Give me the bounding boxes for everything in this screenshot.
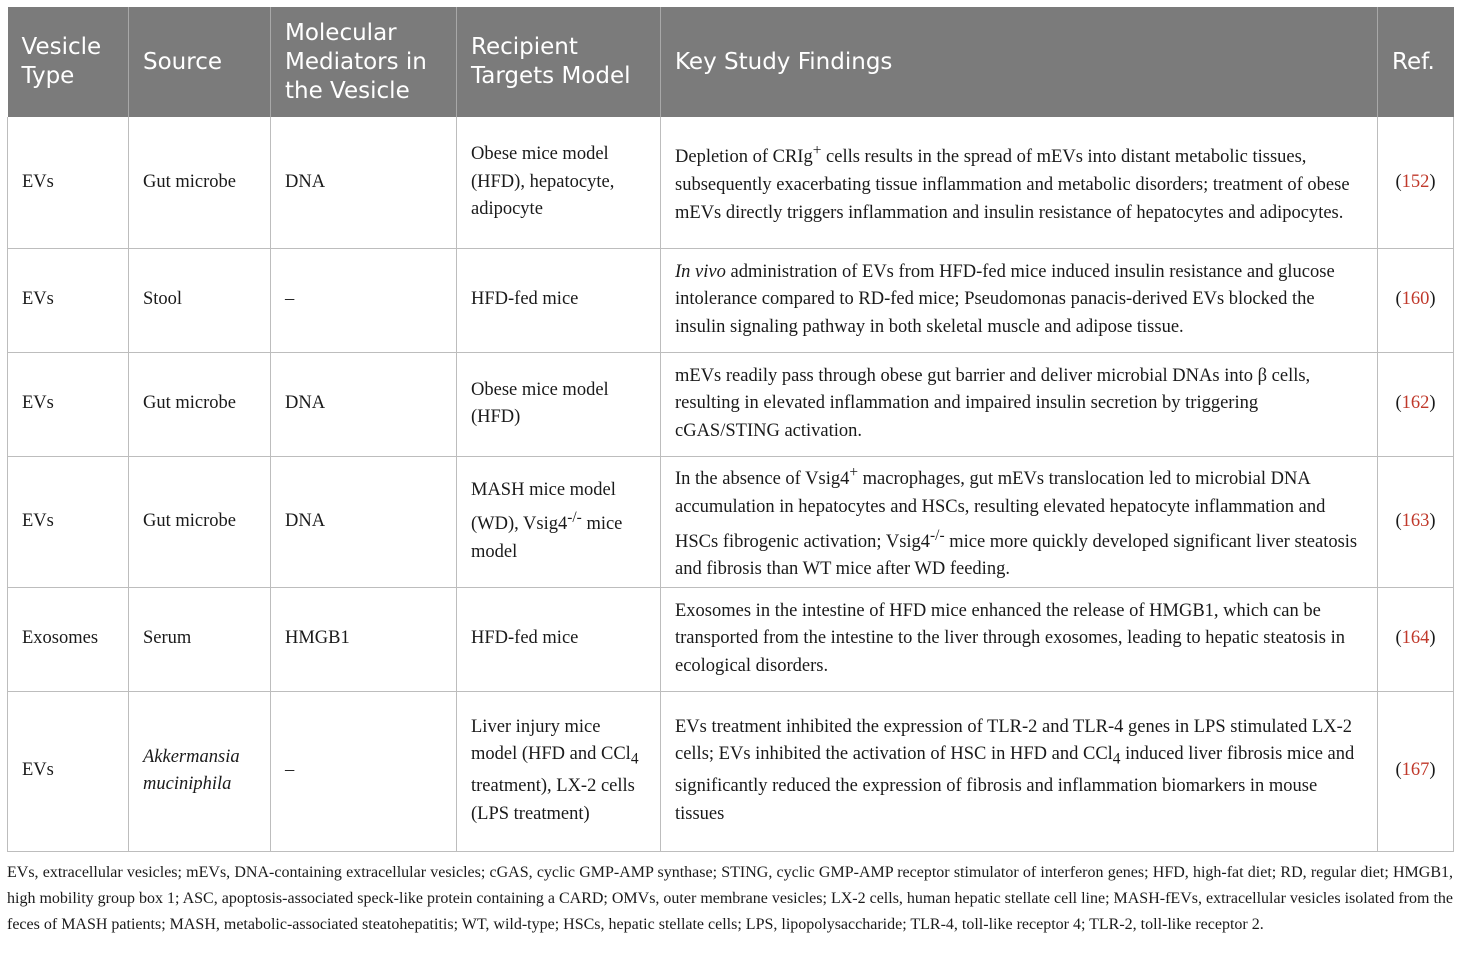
cell-findings: mEVs readily pass through obese gut barrier and deliver microbial DNAs into β cells, resulting in elevated inflammation and impaired insulin secretion by triggering cGAS/STING activation. xyxy=(661,352,1378,456)
cell-targets xyxy=(457,456,661,587)
cell-ref xyxy=(1378,352,1454,456)
table-row xyxy=(8,117,1454,248)
cell-source xyxy=(129,691,271,851)
cell-source: Gut microbe xyxy=(129,456,271,587)
cell-findings xyxy=(661,248,1378,352)
ref-link[interactable]: 163 xyxy=(1401,510,1430,531)
ref-link[interactable]: 162 xyxy=(1401,393,1430,414)
cell-findings xyxy=(661,691,1378,851)
header-mediators: Molecular Mediators in the Vesicle xyxy=(271,7,457,117)
ref-close: ) xyxy=(1429,510,1436,531)
data-table xyxy=(7,7,1454,852)
header-findings: Key Study Findings xyxy=(661,7,1378,117)
cell-mediators: DNA xyxy=(271,117,457,248)
header-ref: Ref. xyxy=(1378,7,1454,117)
targets-text: Liver injury mice model (HFD and CCl xyxy=(471,716,631,765)
targets-text: MASH mice model (WD), Vsig4 xyxy=(471,479,616,535)
header-targets: Recipient Targets Model xyxy=(457,7,661,117)
cell-source: Gut microbe xyxy=(129,352,271,456)
cell-targets: Obese mice model (HFD) xyxy=(457,352,661,456)
cell-findings xyxy=(661,456,1378,587)
cell-vesicle-type: EVs xyxy=(8,352,129,456)
header-vesicle-type: Vesicle Type xyxy=(8,7,129,117)
findings-superscript: -/- xyxy=(930,526,945,544)
findings-italic: In vivo xyxy=(675,261,726,282)
table-row xyxy=(8,352,1454,456)
cell-ref xyxy=(1378,117,1454,248)
ref-open: ( xyxy=(1395,510,1402,531)
cell-vesicle-type: Exosomes xyxy=(8,587,129,691)
table-row xyxy=(8,691,1454,851)
ref-open: ( xyxy=(1395,760,1402,781)
findings-text: EVs treatment inhibited the expression of TLR-2 and TLR-4 genes in LPS stimulated LX-2 cells; EVs inhibited the activation of HSC in HFD and CCl xyxy=(675,716,1353,765)
findings-text: induced liver fibrosis mice and significantly reduced the expression of fibrosis and inflammation biomarkers in mouse tissues xyxy=(675,744,1355,824)
table-footnote: EVs, extracellular vesicles; mEVs, DNA-containing extracellular vesicles; cGAS, cyclic GMP-AMP synthase; STING, cyclic GMP-AMP receptor stimulator of interferon genes; HFD, high-fat diet; RD, regular diet; HMGB1, high mobility group box 1; ASC, apoptosis-associated speck-like protein containing a CARD; OMVs, outer membrane vesicles; LX-2 cells, human hepatic stellate cell line; MASH-fEVs, extracellular vesicles isolated from the feces of MASH patients; MASH, metabolic-associated steatohepatitis; WT, wild-type; HSCs, hepatic stellate cells; LPS, lipopolysaccharide; TLR-4, toll-like receptor 4; TLR-2, toll-like receptor 2. xyxy=(7,863,1453,933)
cell-mediators: HMGB1 xyxy=(271,587,457,691)
header-source: Source xyxy=(129,7,271,117)
findings-superscript: + xyxy=(849,464,859,482)
ref-open: ( xyxy=(1395,289,1402,310)
table-row xyxy=(8,587,1454,691)
cell-source: Serum xyxy=(129,587,271,691)
targets-subscript: 4 xyxy=(630,750,639,768)
cell-ref xyxy=(1378,587,1454,691)
cell-targets xyxy=(457,691,661,851)
table-wrapper xyxy=(7,7,1453,938)
findings-text: administration of EVs from HFD-fed mice induced insulin resistance and glucose intolerance compared to RD-fed mice; Pseudomonas panacis-derived EVs blocked the insulin signaling pathway in both skeletal muscle and adipose tissue. xyxy=(675,261,1335,337)
cell-mediators: DNA xyxy=(271,456,457,587)
ref-open: ( xyxy=(1395,171,1402,192)
ref-close: ) xyxy=(1429,393,1436,414)
ref-link[interactable]: 160 xyxy=(1401,289,1430,310)
header-row xyxy=(8,7,1454,117)
cell-targets: HFD-fed mice xyxy=(457,587,661,691)
ref-link[interactable]: 167 xyxy=(1401,760,1430,781)
findings-text: macrophages, gut mEVs translocation led to microbial DNA accumulation in hepatocytes and HSCs, resulting elevated hepatocyte inflammation and HSCs fibrogenic activation; Vsig4 xyxy=(675,469,1326,552)
cell-vesicle-type: EVs xyxy=(8,691,129,851)
cell-mediators: – xyxy=(271,248,457,352)
cell-findings xyxy=(661,117,1378,248)
cell-ref xyxy=(1378,248,1454,352)
targets-text: (LPS treatment) xyxy=(471,803,590,824)
cell-ref xyxy=(1378,456,1454,587)
cell-vesicle-type: EVs xyxy=(8,117,129,248)
cell-mediators: – xyxy=(271,691,457,851)
cell-source: Gut microbe xyxy=(129,117,271,248)
findings-superscript: + xyxy=(812,142,822,160)
ref-open: ( xyxy=(1395,628,1402,649)
ref-link[interactable]: 152 xyxy=(1401,171,1430,192)
findings-text: mice more quickly developed significant liver steatosis and fibrosis than WT mice after WD feeding. xyxy=(675,531,1358,580)
cell-mediators: DNA xyxy=(271,352,457,456)
cell-ref xyxy=(1378,691,1454,851)
cell-vesicle-type: EVs xyxy=(8,456,129,587)
table-row xyxy=(8,248,1454,352)
findings-text: Depletion of CRIg xyxy=(675,147,813,168)
findings-text: In the absence of Vsig4 xyxy=(675,469,850,490)
cell-vesicle-type: EVs xyxy=(8,248,129,352)
targets-text: treatment), LX-2 cells xyxy=(471,776,635,797)
ref-close: ) xyxy=(1429,171,1436,192)
findings-subscript: 4 xyxy=(1112,750,1121,768)
cell-targets: HFD-fed mice xyxy=(457,248,661,352)
table-row xyxy=(8,456,1454,587)
source-italic: Akkermansia muciniphila xyxy=(143,746,240,794)
targets-superscript: -/- xyxy=(567,509,582,527)
ref-close: ) xyxy=(1429,289,1436,310)
targets-text: mice model xyxy=(471,514,623,562)
findings-text: cells results in the spread of mEVs into distant metabolic tissues, subsequently exacerbating tissue inflammation and metabolic disorders; treatment of obese mEVs directly triggers inflammation and insulin resistance of hepatocytes and adipocytes. xyxy=(675,147,1350,223)
cell-source: Stool xyxy=(129,248,271,352)
ref-open: ( xyxy=(1395,393,1402,414)
cell-targets: Obese mice model (HFD), hepatocyte, adipocyte xyxy=(457,117,661,248)
ref-link[interactable]: 164 xyxy=(1401,628,1430,649)
cell-findings: Exosomes in the intestine of HFD mice enhanced the release of HMGB1, which can be transported from the intestine to the liver through exosomes, leading to hepatic steatosis in ecological disorders. xyxy=(661,587,1378,691)
ref-close: ) xyxy=(1429,760,1436,781)
ref-close: ) xyxy=(1429,628,1436,649)
